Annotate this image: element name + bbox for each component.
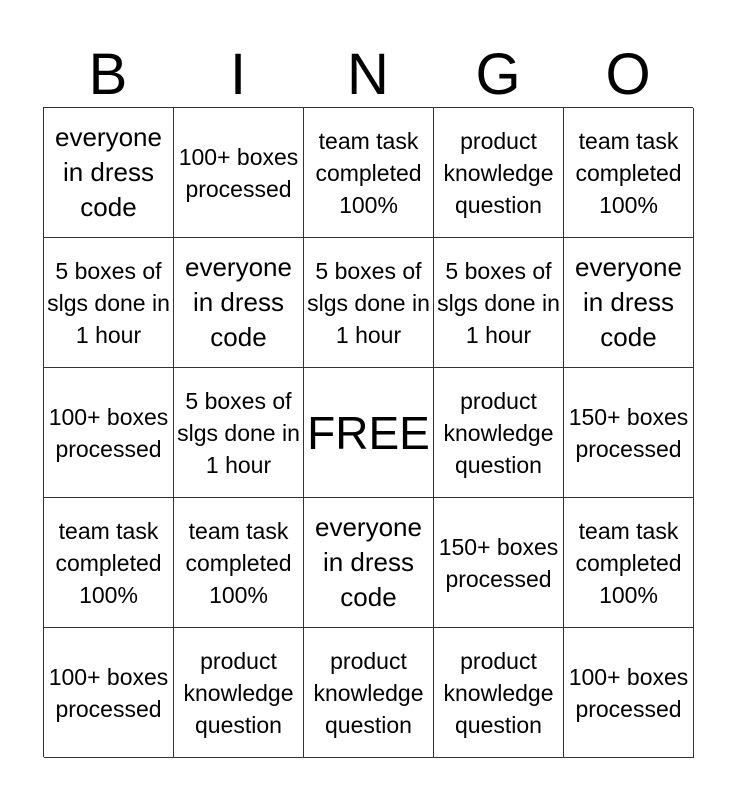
bingo-cell[interactable]: team task completed 100% [564,108,694,238]
bingo-cell[interactable]: everyone in dress code [44,108,174,238]
bingo-cell[interactable]: 5 boxes of slgs done in 1 hour [304,238,434,368]
header-letter-b: B [88,42,128,107]
bingo-cell[interactable]: product knowledge question [304,628,434,758]
bingo-cell[interactable]: product knowledge question [434,368,564,498]
bingo-cell[interactable]: product knowledge question [434,628,564,758]
bingo-cell[interactable]: 100+ boxes processed [44,628,174,758]
bingo-cell[interactable]: team task completed 100% [564,498,694,628]
bingo-cell[interactable]: everyone in dress code [564,238,694,368]
bingo-cell[interactable]: everyone in dress code [174,238,304,368]
bingo-cell[interactable]: 150+ boxes processed [564,368,694,498]
bingo-cell[interactable]: product knowledge question [434,108,564,238]
bingo-cell[interactable]: product knowledge question [174,628,304,758]
bingo-cell[interactable]: everyone in dress code [304,498,434,628]
bingo-header [43,44,693,106]
bingo-cell[interactable]: team task completed 100% [44,498,174,628]
free-cell[interactable]: FREE [304,368,434,498]
header-letter-o: O [605,42,651,107]
bingo-cell[interactable]: team task completed 100% [304,108,434,238]
bingo-cell[interactable]: 150+ boxes processed [434,498,564,628]
bingo-cell[interactable]: 5 boxes of slgs done in 1 hour [44,238,174,368]
header-letter-i: I [229,42,247,107]
bingo-cell[interactable]: team task completed 100% [174,498,304,628]
header-letter-g: G [475,42,521,107]
bingo-cell[interactable]: 100+ boxes processed [564,628,694,758]
bingo-cell[interactable]: 100+ boxes processed [44,368,174,498]
bingo-cell[interactable]: 5 boxes of slgs done in 1 hour [434,238,564,368]
bingo-cell[interactable]: 5 boxes of slgs done in 1 hour [174,368,304,498]
header-letter-n: N [347,42,389,107]
bingo-grid [43,107,693,757]
bingo-cell[interactable]: 100+ boxes processed [174,108,304,238]
